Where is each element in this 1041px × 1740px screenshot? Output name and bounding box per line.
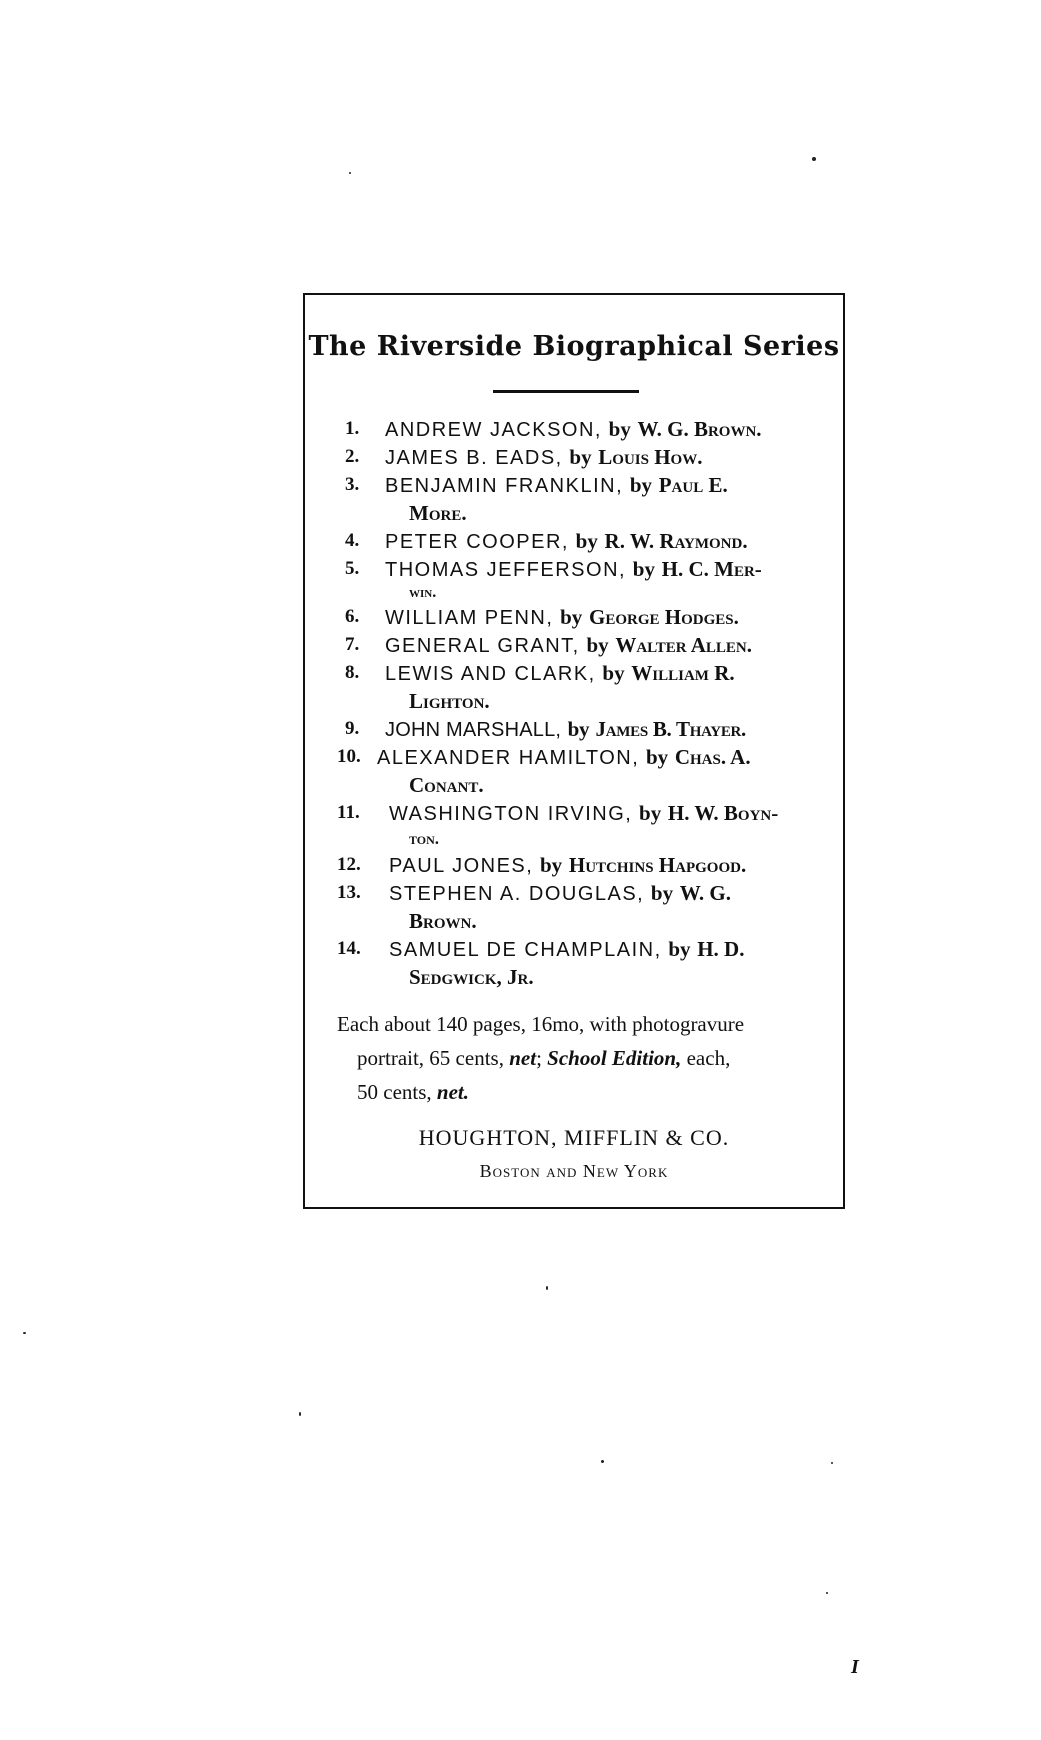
entry-author: Louis How. xyxy=(598,445,703,469)
entry-by: by xyxy=(608,417,631,441)
speck xyxy=(831,1462,833,1464)
entry-subject: JAMES B. EADS, xyxy=(385,447,563,469)
entry-number: 1. xyxy=(345,418,360,439)
entry-number: 12. xyxy=(337,854,361,875)
note-separator: ; xyxy=(536,1046,542,1070)
entry-number: 11. xyxy=(337,802,360,823)
title-rule xyxy=(493,390,639,393)
note-school-price: 50 cents, xyxy=(357,1080,432,1104)
speck xyxy=(23,1332,26,1334)
entry-author: William R. xyxy=(631,661,735,685)
entry-author: Hutchins Hapgood. xyxy=(568,853,747,877)
book-list xyxy=(305,415,843,991)
list-item xyxy=(305,555,843,603)
entry-by: by xyxy=(540,853,563,877)
list-item xyxy=(305,715,843,743)
entry-author: W. G. Brown. xyxy=(637,417,762,441)
speck xyxy=(349,172,351,174)
speck xyxy=(546,1286,548,1290)
entry-number: 2. xyxy=(345,446,360,467)
note-each: each, xyxy=(686,1046,731,1070)
entry-number: 10. xyxy=(337,746,361,767)
entry-subject: WILLIAM PENN, xyxy=(385,607,554,629)
speck xyxy=(826,1592,828,1594)
entry-by: by xyxy=(586,633,609,657)
list-item xyxy=(305,659,843,715)
note-price: portrait, 65 cents, xyxy=(357,1046,504,1070)
entry-author: H. D. xyxy=(697,937,745,961)
series-title: The Riverside Biographical Series xyxy=(308,331,840,362)
entry-subject: GENERAL GRANT, xyxy=(385,635,580,657)
publisher-name: HOUGHTON, MIFFLIN & CO. xyxy=(418,1125,730,1150)
entry-subject: ALEXANDER HAMILTON, xyxy=(377,747,640,769)
entry-by: by xyxy=(602,661,625,685)
entry-number: 9. xyxy=(345,718,360,739)
entry-subject: ANDREW JACKSON, xyxy=(385,419,602,441)
entry-subject: LEWIS AND CLARK, xyxy=(385,663,596,685)
entry-subject: SAMUEL DE CHAMPLAIN, xyxy=(389,939,662,961)
entry-subject: BENJAMIN FRANKLIN, xyxy=(385,475,624,497)
list-item xyxy=(305,527,843,555)
list-item xyxy=(305,603,843,631)
list-item xyxy=(305,799,843,851)
speck xyxy=(299,1412,301,1416)
entry-by: by xyxy=(639,801,662,825)
entry-author-continued: More. xyxy=(409,501,467,525)
entry-author: Paul E. xyxy=(658,473,728,497)
list-item xyxy=(305,743,843,799)
page-mark: I xyxy=(851,1656,859,1678)
entry-author-continued: Lighton. xyxy=(409,689,490,713)
entry-author-continued: ton. xyxy=(409,829,440,848)
entry-subject: PAUL JONES, xyxy=(389,855,534,877)
entry-author-continued: Sedgwick, Jr. xyxy=(409,965,534,989)
entry-number: 7. xyxy=(345,634,360,655)
list-item xyxy=(305,879,843,935)
list-item xyxy=(305,851,843,879)
entry-author: W. G. xyxy=(679,881,731,905)
entry-subject: THOMAS JEFFERSON, xyxy=(385,559,627,581)
list-item xyxy=(305,415,843,443)
entry-by: by xyxy=(569,445,592,469)
entry-author: H. W. Boyn- xyxy=(667,801,779,825)
net-label: net xyxy=(509,1046,537,1070)
speck xyxy=(601,1460,604,1463)
speck xyxy=(812,157,816,161)
advertisement-box xyxy=(303,293,845,1209)
entry-number: 8. xyxy=(345,662,360,683)
publisher-place: Boston and New York xyxy=(479,1161,669,1181)
entry-by: by xyxy=(575,529,598,553)
entry-subject: STEPHEN A. DOUGLAS, xyxy=(389,883,645,905)
entry-by: by xyxy=(668,937,691,961)
entry-number: 4. xyxy=(345,530,360,551)
entry-author: Chas. A. xyxy=(674,745,751,769)
pricing-note xyxy=(337,1007,819,1109)
entry-by: by xyxy=(629,473,653,497)
entry-author-continued: win. xyxy=(409,584,437,601)
list-item xyxy=(305,471,843,527)
list-item xyxy=(305,443,843,471)
entry-number: 6. xyxy=(345,606,360,627)
entry-subject: JOHN MARSHALL, xyxy=(385,719,562,741)
entry-by: by xyxy=(560,605,583,629)
entry-author: Walter Allen. xyxy=(615,633,752,657)
entry-author-continued: Brown. xyxy=(409,909,477,933)
list-item xyxy=(305,935,843,991)
entry-by: by xyxy=(632,557,655,581)
entry-subject: WASHINGTON IRVING, xyxy=(389,803,633,825)
net-label: net. xyxy=(436,1080,469,1104)
entry-author: George Hodges. xyxy=(588,605,739,629)
note-line-1: Each about 140 pages, 16mo, with photogravure xyxy=(337,1012,745,1036)
entry-number: 5. xyxy=(345,558,360,579)
entry-subject: PETER COOPER, xyxy=(385,531,569,553)
entry-number: 14. xyxy=(337,938,361,959)
entry-author-continued: Conant. xyxy=(409,773,484,797)
entry-by: by xyxy=(650,881,674,905)
entry-author: R. W. Raymond. xyxy=(604,529,748,553)
entry-by: by xyxy=(567,717,590,741)
entry-by: by xyxy=(645,745,669,769)
list-item xyxy=(305,631,843,659)
entry-number: 13. xyxy=(337,882,361,903)
entry-number: 3. xyxy=(345,474,360,495)
school-edition-label: School Edition, xyxy=(547,1046,682,1070)
entry-author: James B. Thayer. xyxy=(595,717,747,741)
entry-author: H. C. Mer- xyxy=(661,557,762,581)
